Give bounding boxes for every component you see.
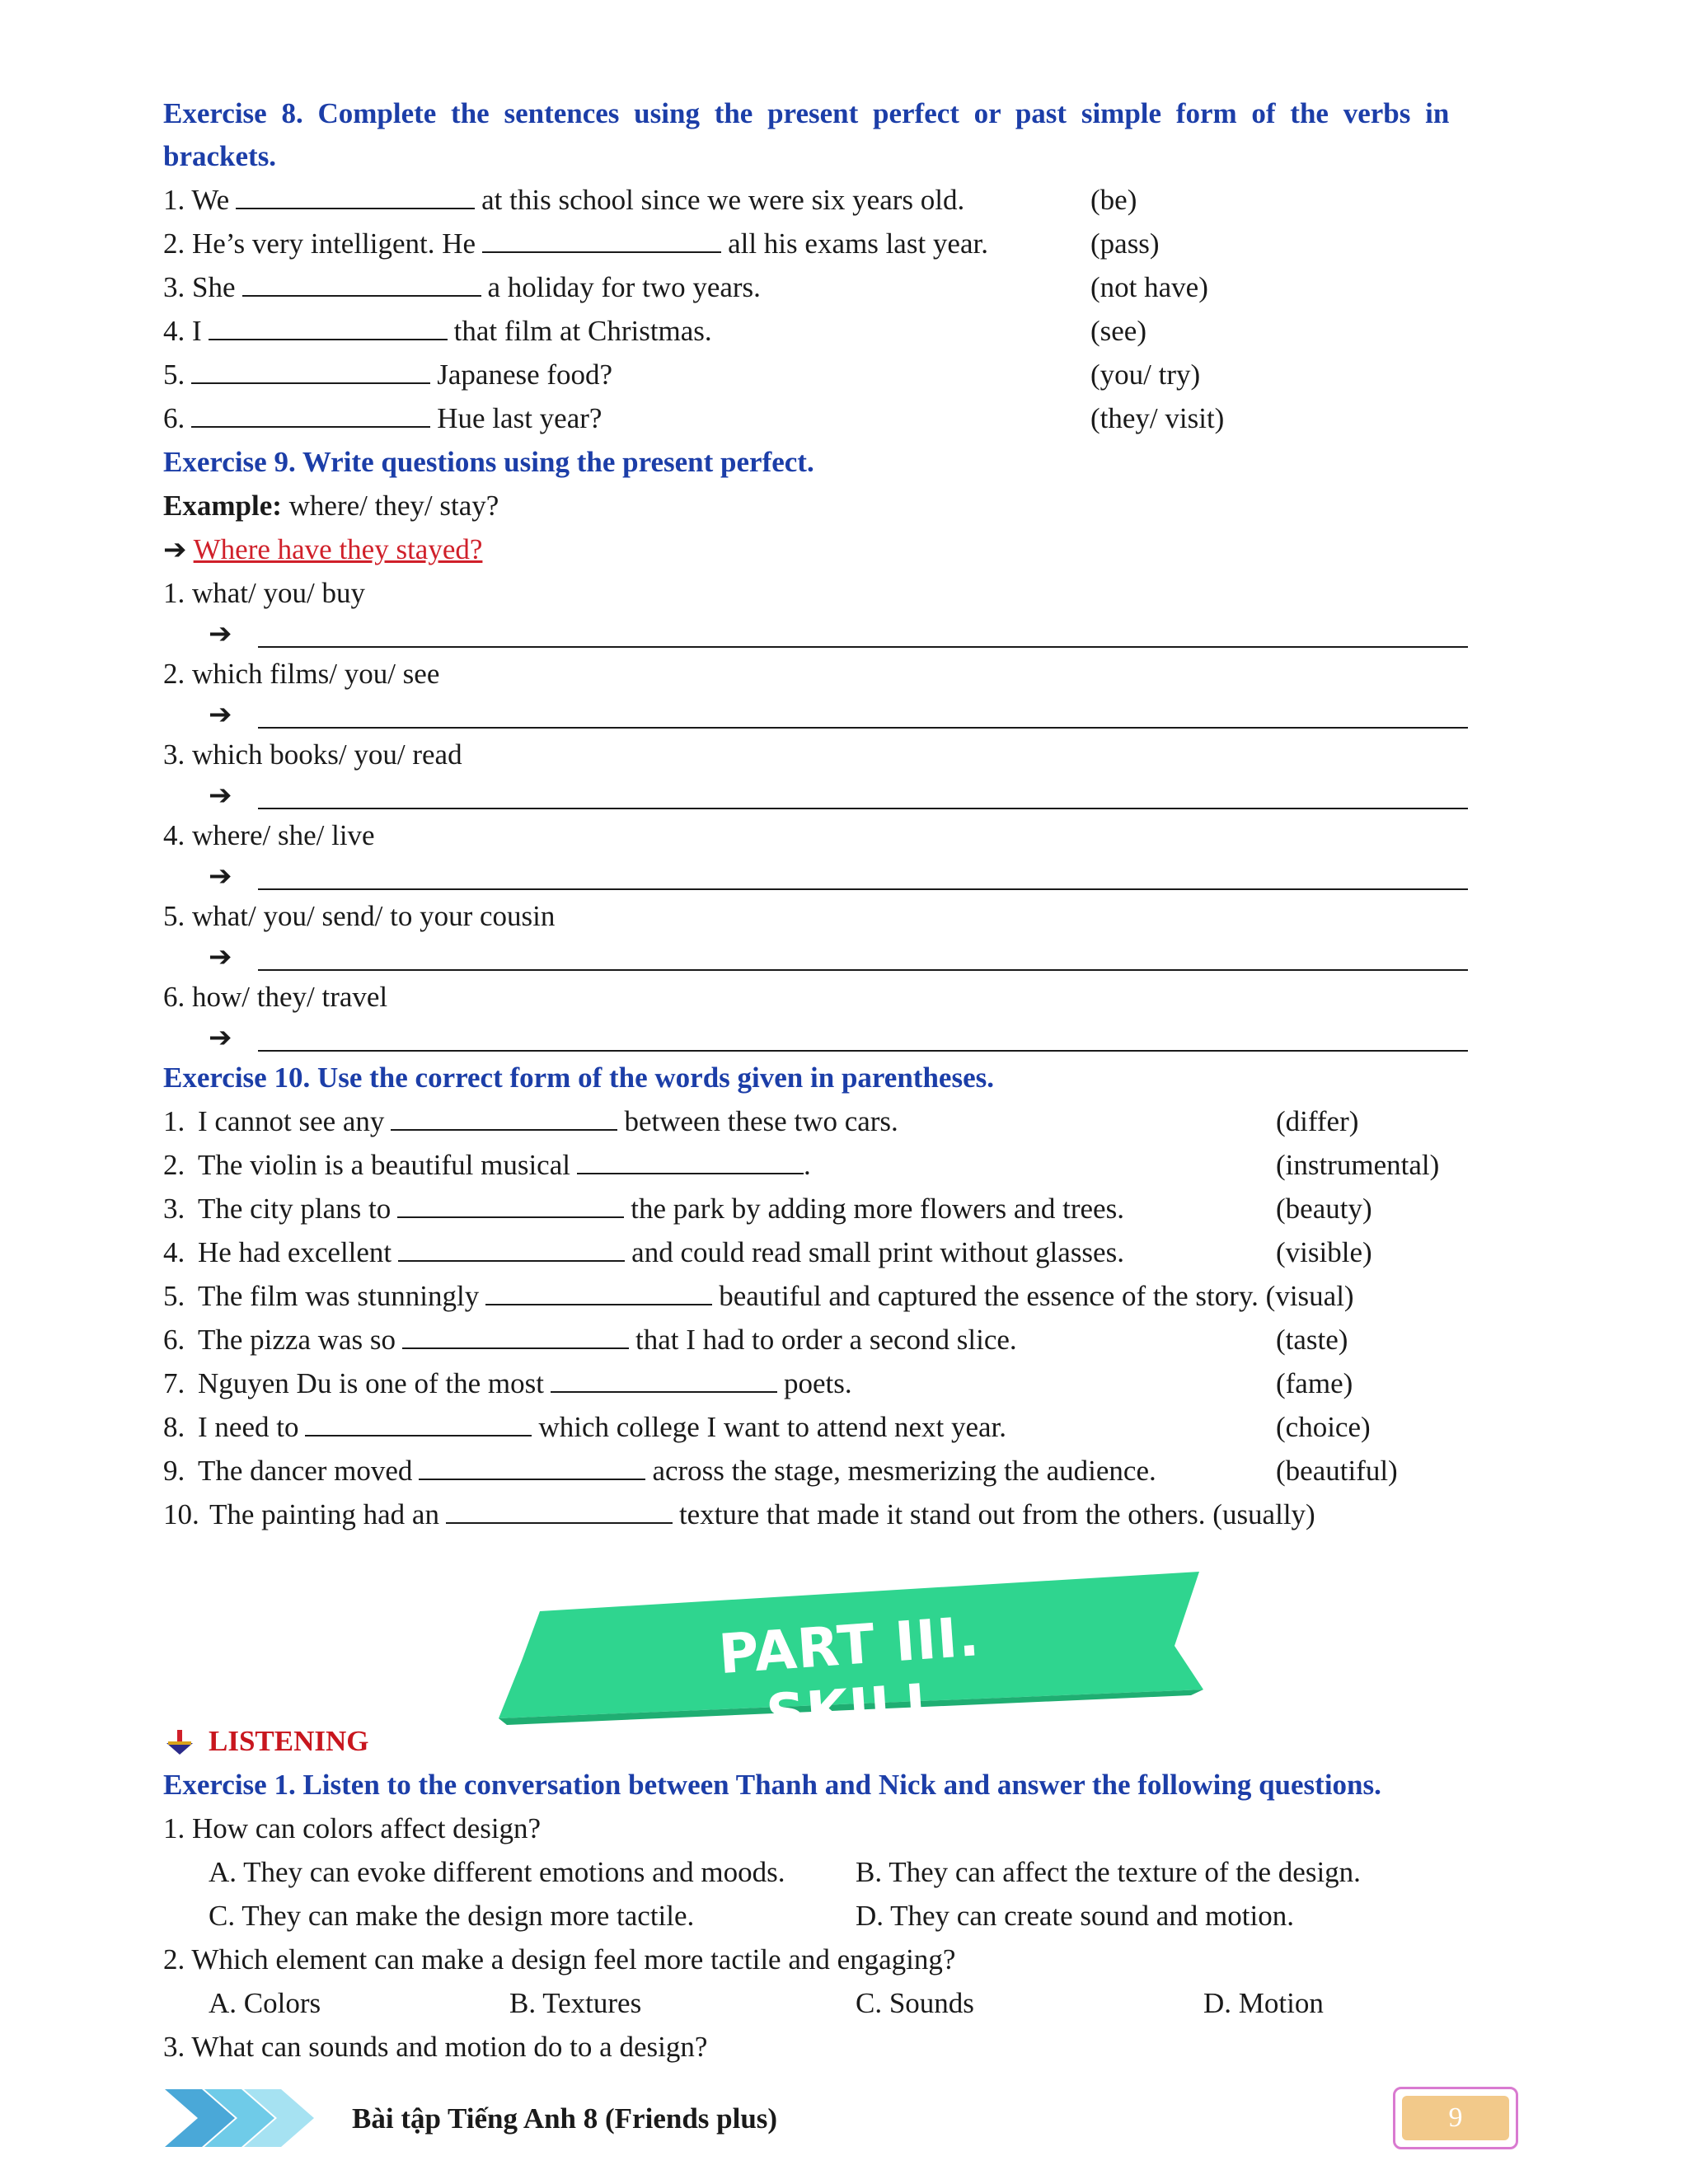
arrow-right-icon: ➔ (209, 940, 232, 973)
answer-blank[interactable] (419, 1454, 645, 1480)
ex10-hint-1: (differ) (1276, 1105, 1359, 1137)
ex9-item-5: 5. what/ you/ send/ to your cousin (163, 900, 556, 932)
arrow-right-icon: ➔ (209, 617, 232, 650)
q2-option-c[interactable]: C. Sounds (856, 1987, 974, 2019)
ex9-example (163, 487, 499, 525)
bullet-arrow-icon (163, 1727, 196, 1760)
ex10-item-4: 4. He had excellent and could read small print without glasses. (163, 1236, 1124, 1268)
ex9-title: Exercise 9. Write questions using the present perfect. (163, 446, 814, 478)
answer-blank[interactable] (446, 1497, 673, 1524)
ex10-item-2: 2. The violin is a beautiful musical . (163, 1149, 811, 1181)
answer-line[interactable] (258, 888, 1468, 890)
answer-blank[interactable] (551, 1366, 777, 1393)
page-number-badge (1393, 2087, 1518, 2149)
answer-blank[interactable] (242, 270, 481, 297)
ex10-item-3: 3. The city plans to the park by adding more flowers and trees. (163, 1193, 1124, 1225)
q2-option-b[interactable]: B. Textures (509, 1987, 642, 2019)
answer-blank[interactable] (209, 314, 448, 340)
question-2: 2. Which element can make a design feel more tactile and engaging? (163, 1943, 956, 1975)
ex8-hint-1: (be) (1090, 184, 1137, 216)
page-number: 9 (1402, 2096, 1509, 2140)
arrow-right-icon: ➔ (209, 860, 232, 893)
footer-chevron-icon (165, 2085, 330, 2151)
ex10-item-8: 8. I need to which college I want to attend next year. (163, 1411, 1007, 1443)
q1-option-d[interactable]: D. They can create sound and motion. (856, 1900, 1294, 1932)
ex9-item-2: 2. which films/ you/ see (163, 658, 440, 690)
ex9-item-3: 3. which books/ you/ read (163, 738, 462, 771)
listening-ex1-title: Exercise 1. Listen to the conversation between Thanh and Nick and answer the following questions. (163, 1769, 1381, 1801)
ex8-hint-5: (you/ try) (1090, 359, 1201, 391)
ex8-hint-3: (not have) (1090, 271, 1208, 303)
ex10-hint-8: (choice) (1276, 1411, 1371, 1443)
ex10-hint-2: (instrumental) (1276, 1149, 1440, 1181)
section-title: PART III. SKILL (716, 1605, 982, 1747)
ex9-example-answer (163, 531, 482, 569)
ex8-item-6: 6. Hue last year? (163, 402, 603, 434)
answer-blank[interactable] (402, 1323, 629, 1349)
ex8-hint-4: (see) (1090, 315, 1147, 347)
ex8-hint-6: (they/ visit) (1090, 402, 1225, 434)
answer-blank[interactable] (577, 1148, 804, 1174)
answer-blank[interactable] (397, 1192, 624, 1218)
arrow-right-icon: ➔ (209, 779, 232, 812)
answer-line[interactable] (258, 969, 1468, 971)
ex10-item-6: 6. The pizza was so that I had to order a second slice. (163, 1324, 1017, 1356)
answer-line[interactable] (258, 808, 1468, 809)
listening-heading: LISTENING (209, 1725, 369, 1757)
ex10-hint-6: (taste) (1276, 1324, 1348, 1356)
arrow-right-icon: ➔ (163, 533, 187, 566)
ex9-item-1: 1. what/ you/ buy (163, 577, 365, 609)
ex8-item-4: 4. I that film at Christmas. (163, 315, 712, 347)
q2-option-d[interactable]: D. Motion (1203, 1987, 1324, 2019)
ex8-title-line2: brackets. (163, 140, 277, 172)
answer-blank[interactable] (305, 1410, 532, 1436)
example-label: Example: (163, 490, 282, 522)
answer-line[interactable] (258, 727, 1468, 729)
ex8-title-line1: Exercise 8. Complete the sentences using the present perfect or past simple form of the verbs in (163, 97, 1450, 129)
ex10-hint-4: (visible) (1276, 1236, 1372, 1268)
ex8-item-3: 3. She a holiday for two years. (163, 271, 761, 303)
q1-option-b[interactable]: B. They can affect the texture of the design. (856, 1856, 1361, 1888)
ex10-item-1: 1. I cannot see any between these two cars. (163, 1105, 898, 1137)
question-3: 3. What can sounds and motion do to a design? (163, 2031, 708, 2063)
ex10-item-10: 10. The painting had an texture that made it stand out from the others. (usually) (163, 1498, 1315, 1530)
ex9-item-4: 4. where/ she/ live (163, 819, 375, 851)
ex9-item-6: 6. how/ they/ travel (163, 981, 388, 1013)
q1-option-a[interactable]: A. They can evoke different emotions and moods. (209, 1856, 785, 1888)
answer-blank[interactable] (191, 401, 430, 428)
answer-blank[interactable] (398, 1235, 625, 1262)
q1-option-c[interactable]: C. They can make the design more tactile. (209, 1900, 695, 1932)
ex8-item-2: 2. He’s very intelligent. He all his exams last year. (163, 227, 988, 260)
ex8-hint-2: (pass) (1090, 227, 1160, 260)
answer-line[interactable] (258, 1050, 1468, 1052)
answer-blank[interactable] (236, 183, 475, 209)
ex10-hint-7: (fame) (1276, 1367, 1353, 1399)
ex10-item-5: 5. The film was stunningly beautiful and captured the essence of the story. (visual) (163, 1280, 1354, 1312)
ex10-item-9: 9. The dancer moved across the stage, mesmerizing the audience. (163, 1455, 1156, 1487)
q2-option-a[interactable]: A. Colors (209, 1987, 321, 2019)
ex10-title: Exercise 10. Use the correct form of the words given in parentheses. (163, 1062, 994, 1094)
answer-blank[interactable] (482, 227, 721, 253)
example-prompt: where/ they/ stay? (288, 490, 499, 522)
arrow-right-icon: ➔ (209, 698, 232, 731)
ex10-hint-3: (beauty) (1276, 1193, 1372, 1225)
ex10-item-7: 7. Nguyen Du is one of the most poets. (163, 1367, 852, 1399)
footer-book-title: Bài tập Tiếng Anh 8 (Friends plus) (352, 2102, 778, 2135)
example-answer: Where have they stayed? (193, 533, 483, 565)
answer-blank[interactable] (485, 1279, 712, 1305)
ex8-item-5: 5. Japanese food? (163, 359, 613, 391)
ex8-item-1: 1. We at this school since we were six years old. (163, 184, 965, 216)
answer-blank[interactable] (391, 1104, 617, 1131)
answer-line[interactable] (258, 646, 1468, 648)
arrow-right-icon: ➔ (209, 1021, 232, 1054)
answer-blank[interactable] (191, 358, 430, 384)
ex10-hint-9: (beautiful) (1276, 1455, 1398, 1487)
question-1: 1. How can colors affect design? (163, 1812, 542, 1844)
